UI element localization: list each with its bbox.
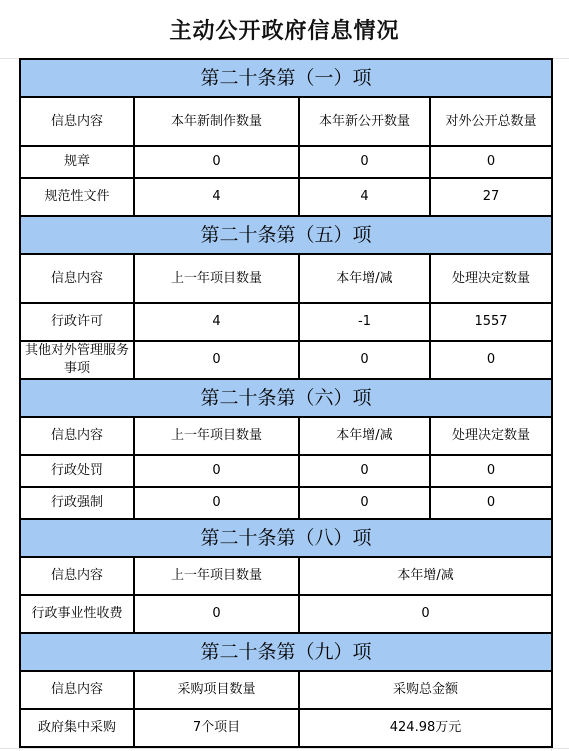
column-header: 信息内容 [20, 254, 134, 303]
table-cell: 0 [430, 341, 552, 379]
column-header: 上一年项目数量 [134, 557, 299, 595]
table-cell: 1557 [430, 303, 552, 341]
table-row [20, 455, 552, 487]
table-row [20, 146, 552, 178]
column-header: 信息内容 [20, 671, 134, 709]
row-label: 规章 [20, 146, 134, 178]
row-label: 行政事业性收费 [20, 595, 134, 633]
column-header: 处理决定数量 [430, 417, 552, 455]
row-label: 行政强制 [20, 487, 134, 519]
section-header-row [20, 59, 552, 97]
row-label: 行政处罚 [20, 455, 134, 487]
table-row [20, 303, 552, 341]
section-heading: 第二十条第（五）项 [20, 216, 552, 254]
table-cell: 0 [299, 595, 552, 633]
table-row [20, 487, 552, 519]
row-label: 规范性文件 [20, 178, 134, 216]
disclosure-table [19, 58, 553, 748]
section-header-row [20, 519, 552, 557]
column-header: 本年新公开数量 [299, 97, 430, 146]
column-header: 上一年项目数量 [134, 254, 299, 303]
column-header: 对外公开总数量 [430, 97, 552, 146]
section-header-row [20, 633, 552, 671]
table-cell: 0 [430, 455, 552, 487]
column-header: 采购项目数量 [134, 671, 299, 709]
table-cell: 0 [299, 146, 430, 178]
section-heading: 第二十条第（一）项 [20, 59, 552, 97]
table-row [20, 178, 552, 216]
column-header: 上一年项目数量 [134, 417, 299, 455]
column-header: 信息内容 [20, 417, 134, 455]
column-header-row [20, 97, 552, 146]
row-label: 政府集中采购 [20, 709, 134, 747]
table-row [20, 709, 552, 747]
section-header-row [20, 216, 552, 254]
column-header: 采购总金额 [299, 671, 552, 709]
column-header: 本年增/减 [299, 417, 430, 455]
column-header: 信息内容 [20, 97, 134, 146]
section-heading: 第二十条第（八）项 [20, 519, 552, 557]
column-header-row [20, 254, 552, 303]
table-cell: 0 [134, 487, 299, 519]
table-cell: -1 [299, 303, 430, 341]
table-cell: 4 [299, 178, 430, 216]
table-cell: 424.98万元 [299, 709, 552, 747]
table-cell: 0 [299, 341, 430, 379]
column-header-row [20, 417, 552, 455]
table-cell: 4 [134, 303, 299, 341]
table-cell: 0 [430, 146, 552, 178]
column-header: 本年新制作数量 [134, 97, 299, 146]
gridline [0, 748, 569, 749]
table-row [20, 595, 552, 633]
table-cell: 0 [134, 146, 299, 178]
section-header-row [20, 379, 552, 417]
column-header: 本年增/减 [299, 254, 430, 303]
table-cell: 0 [134, 595, 299, 633]
table-cell: 27 [430, 178, 552, 216]
column-header: 本年增/减 [299, 557, 552, 595]
row-label: 其他对外管理服务事项 [20, 341, 134, 379]
table-row [20, 341, 552, 379]
row-label: 行政许可 [20, 303, 134, 341]
table-cell: 7个项目 [134, 709, 299, 747]
page-title: 主动公开政府信息情况 [0, 0, 569, 58]
table-cell: 4 [134, 178, 299, 216]
table-cell: 0 [430, 487, 552, 519]
column-header-row [20, 671, 552, 709]
section-heading: 第二十条第（九）项 [20, 633, 552, 671]
section-heading: 第二十条第（六）项 [20, 379, 552, 417]
column-header: 信息内容 [20, 557, 134, 595]
table-cell: 0 [134, 341, 299, 379]
column-header: 处理决定数量 [430, 254, 552, 303]
table-cell: 0 [299, 455, 430, 487]
table-cell: 0 [134, 455, 299, 487]
column-header-row [20, 557, 552, 595]
table-cell: 0 [299, 487, 430, 519]
